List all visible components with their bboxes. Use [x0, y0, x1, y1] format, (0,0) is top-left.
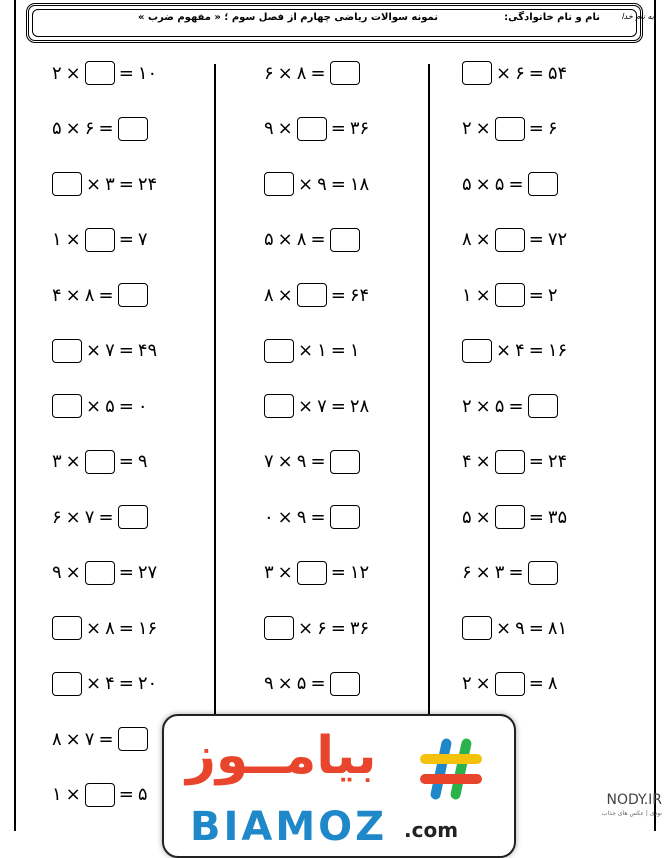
- student-name-label: نام و نام خانوادگی:: [504, 12, 600, 23]
- answer-box[interactable]: [52, 616, 82, 640]
- multiply-sign: ×: [86, 617, 102, 639]
- answer-box[interactable]: [118, 505, 148, 529]
- multiply-sign: ×: [86, 395, 102, 417]
- equals-sign: =: [118, 395, 134, 417]
- equation-middle-12: [262, 669, 362, 699]
- answer-box[interactable]: [330, 672, 360, 696]
- number: ۲: [547, 284, 558, 306]
- equals-sign: =: [330, 284, 346, 306]
- number: ۳: [264, 562, 274, 583]
- number: ۷: [317, 395, 327, 417]
- multiply-sign: ×: [475, 506, 491, 528]
- equation-left-9: [50, 502, 150, 532]
- equation-right-8: [460, 447, 569, 477]
- number: ۵: [494, 173, 505, 195]
- header-logo-text: به نام خدا: [621, 12, 654, 21]
- number: ۵: [462, 506, 472, 528]
- number: ۱۶: [137, 617, 158, 639]
- number: ۳: [105, 173, 115, 195]
- number: ۲۸: [349, 395, 370, 417]
- equation-middle-10: [262, 558, 371, 588]
- answer-box[interactable]: [118, 117, 148, 141]
- multiply-sign: ×: [65, 784, 81, 805]
- number: ۶: [547, 118, 558, 139]
- answer-box[interactable]: [330, 450, 360, 474]
- number: ۷: [84, 506, 95, 528]
- equation-right-10: [460, 558, 560, 588]
- multiply-sign: ×: [475, 395, 491, 417]
- equation-middle-1: [262, 58, 362, 88]
- equation-right-3: [460, 169, 560, 199]
- equation-middle-5: [262, 280, 371, 310]
- multiply-sign: ×: [65, 62, 81, 84]
- number: ۲۰: [137, 673, 158, 694]
- number: ۵: [264, 229, 274, 250]
- watermark-persian-text: بیامــوز: [186, 726, 377, 786]
- multiply-sign: ×: [475, 562, 491, 583]
- answer-box[interactable]: [118, 727, 148, 751]
- number: ۶: [462, 562, 472, 583]
- multiply-sign: ×: [475, 173, 491, 195]
- number: ۲۴: [547, 451, 568, 472]
- number: ۹: [264, 673, 274, 694]
- equation-left-7: [50, 391, 150, 421]
- number: ۹: [137, 451, 148, 472]
- answer-box[interactable]: [495, 228, 525, 252]
- number: ۱: [317, 340, 327, 361]
- answer-box[interactable]: [330, 228, 360, 252]
- answer-box[interactable]: [52, 394, 82, 418]
- answer-box[interactable]: [495, 672, 525, 696]
- number: ۸: [264, 284, 274, 306]
- number: ۵: [494, 395, 505, 417]
- number: ۶: [264, 62, 274, 84]
- equation-right-11: [460, 613, 569, 643]
- equals-sign: =: [310, 506, 326, 528]
- number: ۵: [296, 673, 307, 694]
- equation-right-1: [460, 58, 569, 88]
- multiply-sign: ×: [496, 62, 512, 84]
- multiply-sign: ×: [475, 118, 491, 139]
- answer-box[interactable]: [528, 561, 558, 585]
- equation-left-10: [50, 558, 159, 588]
- multiply-sign: ×: [277, 62, 293, 84]
- equation-right-7: [460, 391, 560, 421]
- multiply-sign: ×: [65, 562, 81, 583]
- answer-box[interactable]: [264, 339, 294, 363]
- number: ۸: [296, 229, 307, 250]
- number: ۴: [52, 284, 62, 306]
- answer-box[interactable]: [495, 450, 525, 474]
- equals-sign: =: [330, 617, 346, 639]
- number: ۱۰: [137, 62, 158, 84]
- answer-box[interactable]: [52, 339, 82, 363]
- multiply-sign: ×: [298, 173, 314, 195]
- multiply-sign: ×: [475, 284, 491, 306]
- equation-left-3: [50, 169, 159, 199]
- number: ۱۶: [547, 340, 568, 361]
- equation-left-4: [50, 225, 150, 255]
- equals-sign: =: [508, 562, 524, 583]
- equation-middle-6: [262, 336, 362, 366]
- number: ۹: [296, 451, 307, 472]
- equals-sign: =: [528, 229, 544, 250]
- answer-box[interactable]: [495, 505, 525, 529]
- equation-right-4: [460, 225, 569, 255]
- multiply-sign: ×: [298, 395, 314, 417]
- multiply-sign: ×: [277, 562, 293, 583]
- equals-sign: =: [118, 784, 134, 805]
- equals-sign: =: [528, 506, 544, 528]
- equals-sign: =: [310, 229, 326, 250]
- answer-box[interactable]: [85, 561, 115, 585]
- number: ۱: [349, 340, 360, 361]
- number: ۳: [52, 451, 62, 472]
- number: ۳: [494, 562, 505, 583]
- number: ۸: [547, 673, 558, 694]
- number: ۷: [105, 340, 115, 361]
- equation-left-8: [50, 447, 150, 477]
- equation-right-5: [460, 280, 560, 310]
- answer-box[interactable]: [52, 672, 82, 696]
- equals-sign: =: [118, 451, 134, 472]
- answer-box[interactable]: [85, 783, 115, 807]
- number: ۱: [52, 784, 62, 805]
- equation-left-1: [50, 58, 159, 88]
- number: ۳۶: [349, 118, 370, 139]
- equals-sign: =: [118, 173, 134, 195]
- number: ۳۵: [547, 506, 568, 528]
- answer-box[interactable]: [330, 505, 360, 529]
- number: ۷۲: [547, 229, 568, 250]
- equation-middle-11: [262, 613, 371, 643]
- number: ۱: [462, 284, 472, 306]
- number: ۰: [264, 506, 274, 528]
- multiply-sign: ×: [65, 229, 81, 250]
- equals-sign: =: [330, 562, 346, 583]
- equation-right-2: [460, 114, 560, 144]
- equation-left-12: [50, 669, 159, 699]
- answer-box[interactable]: [297, 561, 327, 585]
- column-divider-left: [214, 64, 216, 714]
- answer-box[interactable]: [264, 172, 294, 196]
- equals-sign: =: [528, 340, 544, 361]
- equals-sign: =: [310, 451, 326, 472]
- equals-sign: =: [330, 340, 346, 361]
- multiply-sign: ×: [277, 229, 293, 250]
- column-divider-right: [428, 64, 430, 714]
- equation-middle-2: [262, 114, 371, 144]
- number: ۴: [105, 673, 115, 694]
- number: ۶۴: [349, 284, 370, 306]
- number: ۶: [515, 62, 525, 84]
- equation-left-5: [50, 280, 150, 310]
- multiply-sign: ×: [277, 506, 293, 528]
- equals-sign: =: [118, 340, 134, 361]
- hashtag-logo-icon: [418, 736, 484, 802]
- multiply-sign: ×: [277, 284, 293, 306]
- number: ۶: [52, 506, 62, 528]
- answer-box[interactable]: [118, 283, 148, 307]
- multiply-sign: ×: [496, 340, 512, 361]
- multiply-sign: ×: [475, 229, 491, 250]
- equation-middle-7: [262, 391, 371, 421]
- equals-sign: =: [310, 673, 326, 694]
- answer-box[interactable]: [52, 172, 82, 196]
- number: ۹: [296, 506, 307, 528]
- equals-sign: =: [528, 451, 544, 472]
- number: ۸۱: [547, 617, 568, 639]
- answer-box[interactable]: [264, 394, 294, 418]
- equation-middle-3: [262, 169, 371, 199]
- equals-sign: =: [528, 673, 544, 694]
- number: ۱۲: [349, 562, 370, 583]
- multiply-sign: ×: [86, 173, 102, 195]
- equation-right-6: [460, 336, 569, 366]
- number: ۹: [317, 173, 327, 195]
- multiply-sign: ×: [475, 451, 491, 472]
- number: ۷: [264, 451, 274, 472]
- watermark-english-text: BIAMOZ: [190, 804, 388, 850]
- answer-box[interactable]: [462, 616, 492, 640]
- equals-sign: =: [118, 673, 134, 694]
- number: ۵۴: [547, 62, 568, 84]
- answer-box[interactable]: [495, 283, 525, 307]
- multiply-sign: ×: [298, 617, 314, 639]
- number: ۸: [462, 229, 472, 250]
- answer-box[interactable]: [85, 61, 115, 85]
- answer-box[interactable]: [85, 450, 115, 474]
- number: ۴: [515, 340, 525, 361]
- equals-sign: =: [508, 173, 524, 195]
- number: ۷: [84, 728, 95, 750]
- number: ۴۹: [137, 340, 158, 361]
- answer-box[interactable]: [330, 61, 360, 85]
- number: ۱۸: [349, 173, 370, 195]
- equals-sign: =: [118, 562, 134, 583]
- number: ۲: [462, 118, 472, 139]
- number: ۸: [52, 728, 62, 750]
- equation-left-2: [50, 114, 150, 144]
- answer-box[interactable]: [297, 117, 327, 141]
- number: ۲: [462, 395, 472, 417]
- multiply-sign: ×: [277, 451, 293, 472]
- number: ۲: [462, 673, 472, 694]
- equals-sign: =: [528, 284, 544, 306]
- answer-box[interactable]: [462, 61, 492, 85]
- equals-sign: =: [330, 173, 346, 195]
- equation-left-13: [50, 724, 150, 754]
- equation-middle-9: [262, 502, 362, 532]
- multiply-sign: ×: [65, 284, 81, 306]
- number: ۵: [52, 118, 62, 139]
- equals-sign: =: [118, 62, 134, 84]
- number: ۰: [137, 395, 148, 417]
- equals-sign: =: [528, 617, 544, 639]
- equals-sign: =: [118, 617, 134, 639]
- number: ۸: [296, 62, 307, 84]
- number: ۲۴: [137, 173, 158, 195]
- multiply-sign: ×: [475, 673, 491, 694]
- equals-sign: =: [330, 395, 346, 417]
- number: ۷: [137, 229, 148, 250]
- multiply-sign: ×: [65, 118, 81, 139]
- multiply-sign: ×: [65, 506, 81, 528]
- number: ۸: [84, 284, 95, 306]
- equals-sign: =: [98, 506, 114, 528]
- number: ۱: [52, 229, 62, 250]
- answer-box[interactable]: [528, 172, 558, 196]
- equals-sign: =: [118, 229, 134, 250]
- number: ۶: [84, 118, 95, 139]
- answer-box[interactable]: [297, 283, 327, 307]
- worksheet-title: نمونه سوالات ریاضی چهارم از فصل سوم ؛ « مفهوم ضرب »: [138, 12, 438, 23]
- answer-box[interactable]: [462, 339, 492, 363]
- number: ۵: [137, 784, 148, 805]
- number: ۹: [515, 617, 525, 639]
- equation-middle-8: [262, 447, 362, 477]
- equals-sign: =: [528, 118, 544, 139]
- multiply-sign: ×: [86, 673, 102, 694]
- equation-right-12: [460, 669, 560, 699]
- site-watermark-subtext: نودی | عکس های جذاب: [601, 810, 662, 817]
- site-watermark: NODY.IR: [606, 792, 662, 808]
- equation-left-6: [50, 336, 159, 366]
- watermark-domain-text: .com: [404, 818, 459, 842]
- answer-box[interactable]: [85, 228, 115, 252]
- number: ۴: [462, 451, 472, 472]
- answer-box[interactable]: [528, 394, 558, 418]
- answer-box[interactable]: [495, 117, 525, 141]
- number: ۹: [52, 562, 62, 583]
- number: ۲: [52, 62, 62, 84]
- multiply-sign: ×: [496, 617, 512, 639]
- number: ۲۷: [137, 562, 158, 583]
- equation-left-14: [50, 780, 150, 810]
- number: ۳۶: [349, 617, 370, 639]
- equation-right-9: [460, 502, 569, 532]
- number: ۶: [317, 617, 327, 639]
- multiply-sign: ×: [277, 118, 293, 139]
- equals-sign: =: [310, 62, 326, 84]
- equals-sign: =: [330, 118, 346, 139]
- number: ۵: [105, 395, 115, 417]
- multiply-sign: ×: [277, 673, 293, 694]
- equals-sign: =: [508, 395, 524, 417]
- multiply-sign: ×: [86, 340, 102, 361]
- equation-middle-4: [262, 225, 362, 255]
- number: ۹: [264, 118, 274, 139]
- equals-sign: =: [98, 118, 114, 139]
- multiply-sign: ×: [65, 451, 81, 472]
- worksheet-header: [26, 3, 643, 43]
- number: ۵: [462, 173, 472, 195]
- answer-box[interactable]: [264, 616, 294, 640]
- equals-sign: =: [528, 62, 544, 84]
- equation-left-11: [50, 613, 159, 643]
- equals-sign: =: [98, 284, 114, 306]
- multiply-sign: ×: [298, 340, 314, 361]
- multiply-sign: ×: [65, 728, 81, 750]
- equals-sign: =: [98, 728, 114, 750]
- number: ۸: [105, 617, 115, 639]
